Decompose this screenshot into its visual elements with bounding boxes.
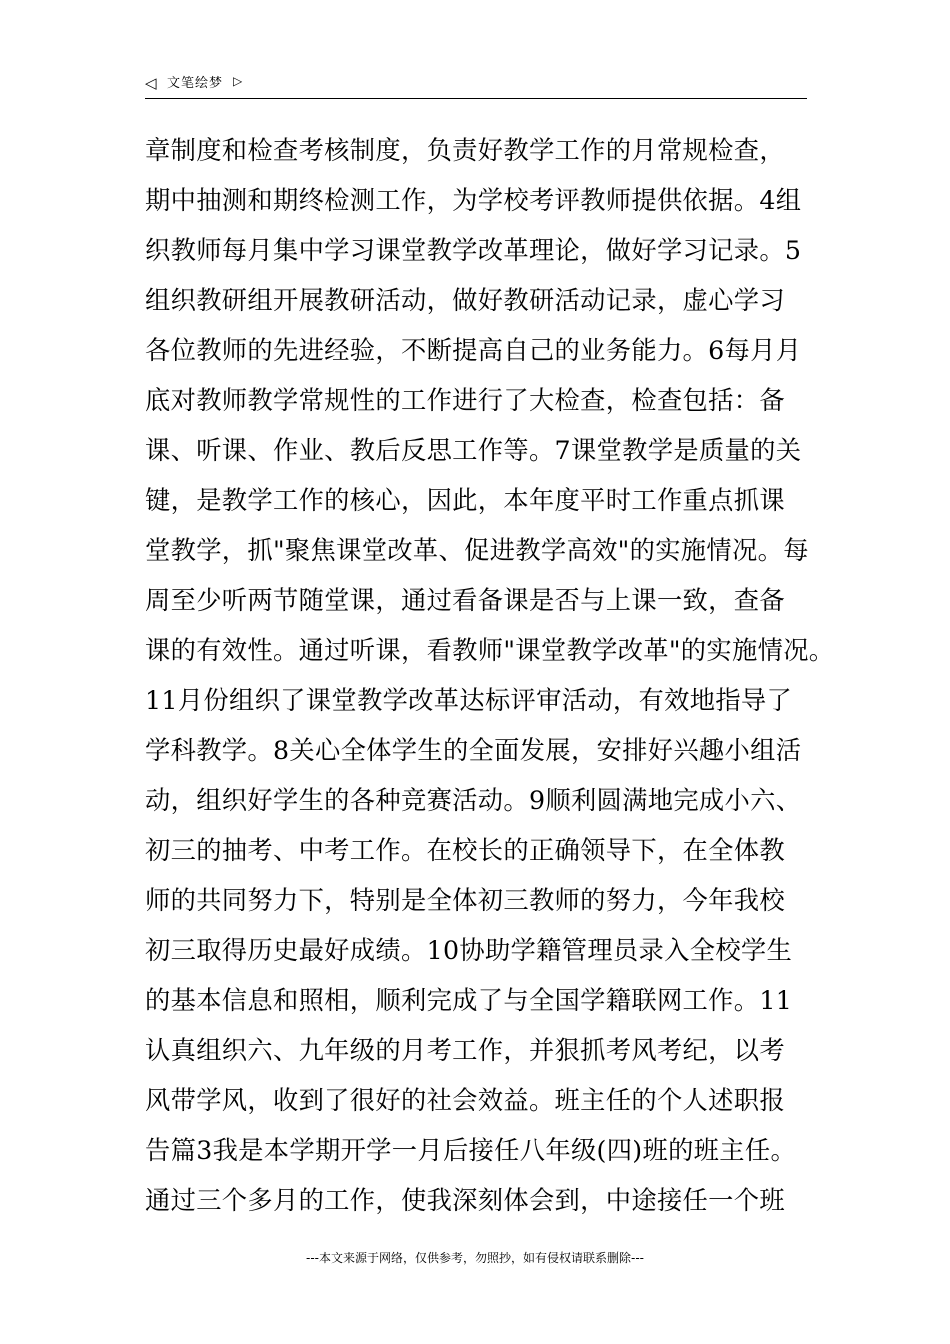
text-line: 织教师每月集中学习课堂教学改革理论，做好学习记录。5 <box>145 236 802 265</box>
text-line: 通过三个多月的工作，使我深刻体会到，中途接任一个班 <box>145 1186 785 1215</box>
text-line: 组织教研组开展教研活动，做好教研活动记录，虚心学习 <box>145 286 785 315</box>
text-line: 动，组织好学生的各种竞赛活动。9顺利圆满地完成小六、 <box>145 786 802 815</box>
text-line: 11月份组织了课堂教学改革达标评审活动，有效地指导了 <box>145 686 793 715</box>
text-line: 课、听课、作业、教后反思工作等。7课堂教学是质量的关 <box>145 436 802 465</box>
document-body <box>145 128 835 1228</box>
text-line: 章制度和检查考核制度，负责好教学工作的月常规检查， <box>145 136 785 165</box>
triangle-left-icon: ◁ <box>145 74 157 92</box>
text-line: 风带学风，收到了很好的社会效益。班主任的个人述职报 <box>145 1086 785 1115</box>
text-line: 周至少听两节随堂课，通过看备课是否与上课一致，查备 <box>145 586 785 615</box>
text-line: 底对教师教学常规性的工作进行了大检查，检查包括：备 <box>145 386 785 415</box>
text-line: 初三取得历史最好成绩。10协助学籍管理员录入全校学生 <box>145 936 793 965</box>
text-line: 的基本信息和照相，顺利完成了与全国学籍联网工作。11 <box>145 986 793 1015</box>
text-line: 各位教师的先进经验，不断提高自己的业务能力。6每月月 <box>145 336 802 365</box>
text-line: 课的有效性。通过听课，看教师"课堂教学改革"的实施情况。 <box>145 636 835 665</box>
text-line: 学科教学。8关心全体学生的全面发展，安排好兴趣小组活 <box>145 736 802 765</box>
brand-title: 文笔绘梦 <box>167 76 224 91</box>
text-line: 键，是教学工作的核心，因此，本年度平时工作重点抓课 <box>145 486 785 515</box>
page-header <box>145 72 807 99</box>
text-line: 认真组织六、九年级的月考工作，并狠抓考风考纪，以考 <box>145 1036 785 1065</box>
footer-disclaimer: ---本文来源于网络，仅供参考，勿照抄，如有侵权请联系删除--- <box>306 1251 644 1265</box>
text-line: 师的共同努力下，特别是全体初三教师的努力，今年我校 <box>145 886 785 915</box>
text-line: 期中抽测和期终检测工作，为学校考评教师提供依据。4组 <box>145 186 802 215</box>
text-line: 初三的抽考、中考工作。在校长的正确领导下，在全体教 <box>145 836 785 865</box>
text-line: 告篇3我是本学期开学一月后接任八年级(四)班的班主任。 <box>145 1136 797 1165</box>
triangle-right-icon: ▷ <box>233 74 243 88</box>
text-line: 堂教学，抓"聚焦课堂改革、促进教学高效"的实施情况。每 <box>145 536 809 565</box>
